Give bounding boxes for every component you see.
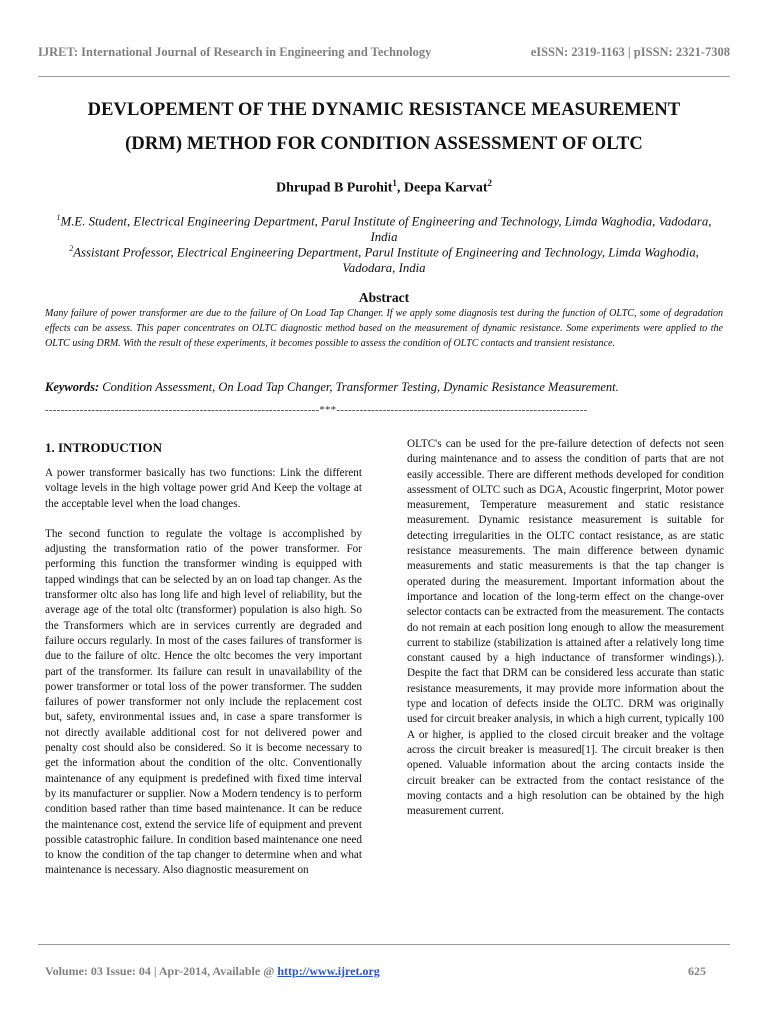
paragraph: A power transformer basically has two functions: Link the different voltage levels in the high voltage power grid And Keep the voltage at the acceptable level when the load changes. <box>45 467 362 510</box>
keywords-text: Condition Assessment, On Load Tap Changer, Transformer Testing, Dynamic Resistance Measurement. <box>102 380 619 394</box>
author-2-affil-mark: 2 <box>487 178 493 188</box>
issn: eISSN: 2319-1163 | pISSN: 2321-7308 <box>530 45 730 59</box>
title-line-1: DEVLOPEMENT OF THE DYNAMIC RESISTANCE MEASUREMENT <box>87 100 681 120</box>
volume-info <box>45 964 380 979</box>
header-rule <box>38 76 730 77</box>
keywords <box>45 380 723 395</box>
affiliation-1-text: M.E. Student, Electrical Engineering Department, Parul Institute of Engineering and Technology, Limda Waghodia, Vadodara, India <box>60 214 712 245</box>
journal-link[interactable]: http://www.ijret.org <box>277 964 380 978</box>
author-1: Dhrupad B Purohit <box>275 180 393 196</box>
keywords-label: Keywords: <box>45 380 100 394</box>
running-footer <box>45 964 706 979</box>
paper-title <box>40 93 728 161</box>
affiliation-2 <box>50 241 718 276</box>
right-column <box>407 437 724 834</box>
author-2: Deepa Karvat <box>403 180 488 196</box>
left-column <box>45 440 362 894</box>
section-divider: -----------------------------------------------------------------------***----------------------------------------------------------------- <box>45 404 588 416</box>
abstract-heading: Abstract <box>358 290 410 305</box>
abstract-text: Many failure of power transformer are due to the failure of On Load Tap Changer. If we apply some diagnosis test during the function of OLTC, some of degradation effects can be assess. This paper concentrates on OLTC diagnostic method based on the measurement of dynamic resistance. Some experiments were applied to the OLTC using DRM. With the result of these experiments, it becomes possible to assess the condition of OLTC contacts and transient resistance. <box>45 308 723 349</box>
section-heading-introduction: 1. INTRODUCTION <box>45 440 163 455</box>
affiliation-1-mark: 1 <box>56 213 61 222</box>
paragraph: The second function to regulate the voltage is accomplished by adjusting the transformation ratio of the power transformer. For performing this function the transformer winding is equipped with tapped windings that can be selected by an on load tap changer. As the transformer oltc also has long life and high level of reliability, but the average age of the total oltc (transformer) population is also high. So the Transformers which are in services currently are degraded and failure occurs regularly. In most of the cases failures of transformer is due to the failure of oltc. Hence the oltc becomes the very important part of the transformer. Its failure can result in unavailability of the power transformer or total loss of the power transformer. The sudden failures of power transformer not only include the replacement cost but, safety, environmental issues and, in case a spare transformer is not directly available additional cost for not delivered power and penalty cost should also be considered. So it is become necessary to get the information about the condition of the oltc. Conventionally maintenance of any equipment is predefined with fixed time interval by its manufacturer or supplier. Now a Modern tendency is to perform condition based rather than time based maintenance. It can be reduce the maintenance cost, extend the service life of equipment and prevent possible catastrophic failure. In condition based maintenance one need to know the condition of the tap changer to determine when and what maintenance is necessary. Also diagnostic measurement on <box>45 527 362 877</box>
volume-text: Volume: 03 Issue: 04 | Apr-2014, Available @ <box>45 964 278 978</box>
affiliation-2-text: Assistant Professor, Electrical Engineering Department, Parul Institute of Engineering and Technology, Limda Waghodia, Vadodara, India <box>73 245 699 276</box>
paragraph: OLTC's can be used for the pre-failure detection of defects not seen during maintenance and to assess the condition of parts that are not easily accessible. There are different methods developed for condition assessment of OLTC such as DGA, Acoustic fingerprint, Motor power measurement, Temperature measurement and static resistance measurement. Dynamic resistance measurement is suitable for detecting irregularities in the OLTC contact resistance, as are static resistance measurements. The main difference between dynamic measurements and static measurements is that the tap changer is operated during the measurement. Important information about the importance and location of the long-term effect on the change-over selector contacts can be extracted from the measurement. The contacts do not remain at each position long enough to allow the measurement current to stabilize (stabilization is attained after a relatively long time constant caused by a high inductance of transformer windings).). Despite the fact that DRM can be considered less accurate than static resistance measurements, it may provide more information about the type and location of defects inside the OLTC. DRM was originally used for circuit breaker analysis, in which a high current, typically 100 A or higher, is applied to the closed circuit breaker and the voltage across the circuit breaker is measured[1]. The circuit breaker is then opened. Valuable information about the arcing contacts inside the circuit breaker can be extracted from the contact resistance of the moving contacts and a high resolution can be obtained by the high measurement current. <box>407 438 724 818</box>
page-number: 625 <box>688 964 706 978</box>
journal-name: IJRET: International Journal of Research in Engineering and Technology <box>38 45 432 59</box>
affiliation-2-mark: 2 <box>69 244 74 253</box>
footer-rule <box>38 944 730 945</box>
author-separator: , <box>396 180 404 196</box>
author-1-affil-mark: 1 <box>392 178 397 188</box>
running-header <box>38 45 730 60</box>
title-line-2: (DRM) METHOD FOR CONDITION ASSESSMENT OF OLTC <box>125 134 643 154</box>
affiliation-1 <box>50 210 718 245</box>
author-list <box>0 178 768 197</box>
